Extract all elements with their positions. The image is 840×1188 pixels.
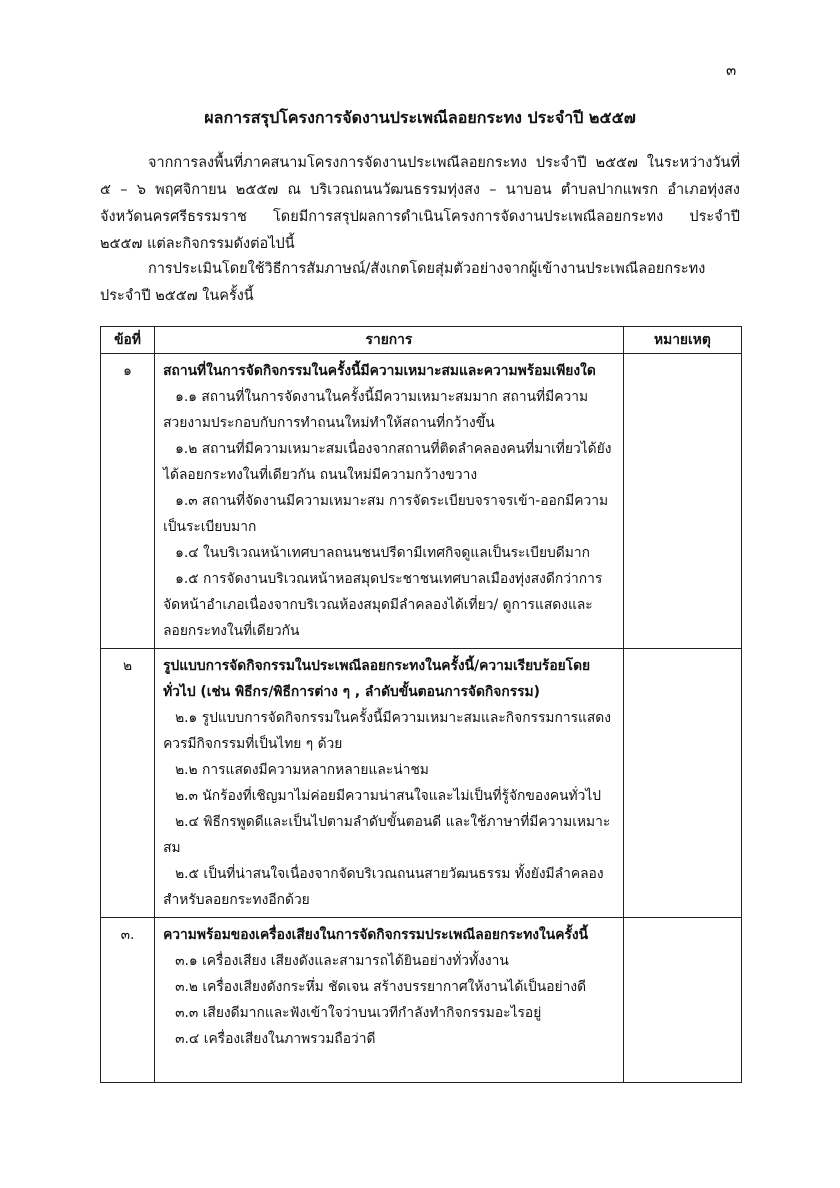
row-number: ๒ xyxy=(101,649,155,918)
sub-item: ๑.๑ สถานที่ในการจัดงานในครั้งนี้มีความเหมาะสมมาก สถานที่มีความสวยงามประกอบกับการทำถนนใหม่ทำให้สถานที่กว้างขึ้น xyxy=(163,389,589,431)
sub-item: ๒.๒ การแสดงมีความหลากหลายและน่าชม xyxy=(175,762,429,778)
row-content xyxy=(155,354,624,649)
method-paragraph xyxy=(100,256,740,310)
row-number: ๑ xyxy=(101,354,155,649)
row-heading: สถานที่ในการจัดกิจกรรมในครั้งนี้มีความเหมาะสมและความพร้อมเพียงใด xyxy=(163,363,596,379)
intro-paragraph-text: จากการลงพื้นที่ภาคสนามโครงการจัดงานประเพณีลอยกระทง ประจำปี ๒๕๕๗ ในระหว่างวันที่ ๕ – ๖ พฤศจิกายน ๒๕๕๗ ณ บริเวณถนนวัฒนธรรมทุ่งสง – นาบอน ตำบลปากแพรก อำเภอทุ่งสง จังหวัดนครศรีธรรมราช โดยมีการสรุปผลการดำเนินโครงการจัดงานประเพณีลอยกระทง ประจำปี ๒๕๕๗ แต่ละกิจกรรมดังต่อไปนี้ xyxy=(100,155,740,252)
sub-item: ๒.๑ รูปแบบการจัดกิจกรรมในครั้งนี้มีความเหมาะสมและกิจกรรมการแสดงควรมีกิจกรรมที่เป็นไทย ๆ ด้วย xyxy=(163,710,611,752)
row-number: ๓. xyxy=(101,918,155,1083)
row-note xyxy=(623,649,741,918)
table-header-row xyxy=(101,327,742,354)
page-title: ผลการสรุปโครงการจัดงานประเพณีลอยกระทง ประจำปี ๒๕๕๗ xyxy=(204,108,636,127)
sub-item: ๑.๕ การจัดงานบริเวณหน้าหอสมุดประชาชนเทศบาลเมืองทุ่งสงดีกว่าการจัดหน้าอำเภอเนื่องจากบริเวณห้องสมุดมีลำคลองได้เที่ยว/ ดูการแสดงและลอยกระทงในที่เดียวกัน xyxy=(163,571,603,639)
page-number: ๓ xyxy=(726,61,737,79)
sub-item: ๒.๓ นักร้องที่เชิญมาไม่ค่อยมีความน่าสนใจและไม่เป็นที่รู้จักของคนทั่วไป xyxy=(175,788,602,804)
sub-item: ๓.๒ เครื่องเสียงดังกระหึ่ม ชัดเจน สร้างบรรยากาศให้งานได้เป็นอย่างดี xyxy=(175,979,587,995)
row-content xyxy=(155,649,624,918)
intro-paragraph xyxy=(100,150,740,258)
summary-table xyxy=(100,326,742,1083)
header-no: ข้อที่ xyxy=(101,327,155,354)
method-paragraph-text: การประเมินโดยใช้วิธีการสัมภาษณ์/สังเกตโดยสุ่มตัวอย่างจากผู้เข้างานประเพณีลอยกระทง ประจำปี ๒๕๕๗ ในครั้งนี้ xyxy=(100,261,706,304)
sub-item: ๓.๑ เครื่องเสียง เสียงดังและสามารถได้ยินอย่างทั่วทั้งงาน xyxy=(175,953,509,969)
table-row xyxy=(101,649,742,918)
header-item: รายการ xyxy=(155,327,624,354)
sub-item: ๒.๔ พิธีกรพูดดีและเป็นไปตามลำดับขั้นตอนดี และใช้ภาษาที่มีความเหมาะสม xyxy=(163,814,611,856)
table-row xyxy=(101,918,742,1083)
row-heading: รูปแบบการจัดกิจกรรมในประเพณีลอยกระทงในครั้งนี้/ความเรียบร้อยโดยทั่วไป (เช่น พิธีกร/พิธีการต่าง ๆ , ลำดับขั้นตอนการจัดกิจกรรม) xyxy=(163,658,591,700)
sub-item: ๒.๕ เป็นที่น่าสนใจเนื่องจากจัดบริเวณถนนสายวัฒนธรรม ทั้งยังมีลำคลองสำหรับลอยกระทงอีกด้วย xyxy=(163,866,604,908)
sub-item: ๓.๓ เสียงดีมากและฟังเข้าใจว่าบนเวทีกำลังทำกิจกรรมอะไรอยู่ xyxy=(175,1005,542,1021)
sub-item: ๑.๒ สถานที่มีความเหมาะสมเนื่องจากสถานที่ติดลำคลองคนที่มาเที่ยวได้ยังได้ลอยกระทงในที่เดียวกัน ถนนใหม่มีความกว้างขวาง xyxy=(163,441,612,483)
row-heading: ความพร้อมของเครื่องเสียงในการจัดกิจกรรมประเพณีลอยกระทงในครั้งนี้ xyxy=(163,927,588,943)
row-note xyxy=(623,918,741,1083)
row-note xyxy=(623,354,741,649)
sub-item: ๑.๓ สถานที่จัดงานมีความเหมาะสม การจัดระเบียบจราจรเข้า-ออกมีความเป็นระเบียบมาก xyxy=(163,493,609,535)
table-row xyxy=(101,354,742,649)
sub-item: ๑.๔ ในบริเวณหน้าเทศบาลถนนชนปรีดามีเทศกิจดูแลเป็นระเบียบดีมาก xyxy=(175,545,590,561)
sub-item: ๓.๔ เครื่องเสียงในภาพรวมถือว่าดี xyxy=(175,1031,376,1047)
row-content xyxy=(155,918,624,1083)
header-note: หมายเหตุ xyxy=(623,327,741,354)
